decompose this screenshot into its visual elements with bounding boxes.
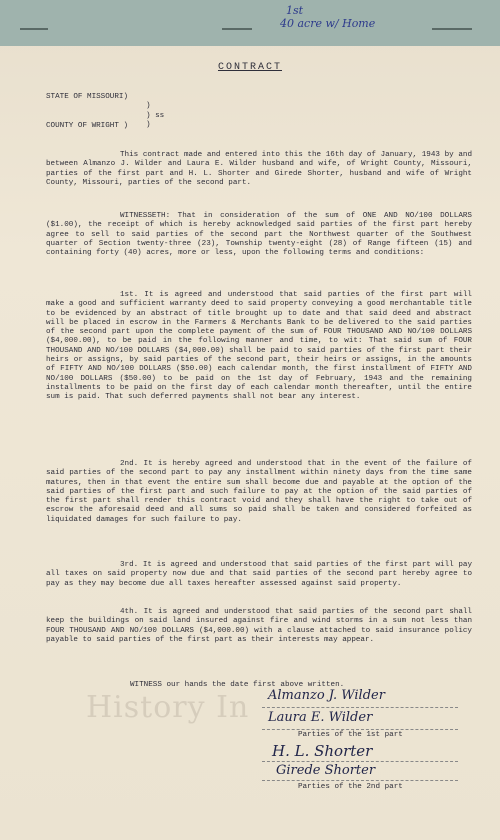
signature-line (262, 729, 458, 730)
paragraph-text: 2nd. It is hereby agreed and understood that in the event of the failure of said parties of the second part to pay any installment within ninety days from the time same matures, then in that event the entire sum shall become due and payable at the option of the said parties of the first part and such failure to pay at the option of the said parties of the first part shall render this contract void and they shall have the right to take out of escrow the aforesaid deed and all sums so paid shall be taken and considered forfeited as liquidated damages for such failure to pay. (46, 460, 472, 524)
paragraph-witnesseth (46, 212, 472, 258)
paragraph-text: 1st. It is agreed and understood that said parties of the first part will make a good and sufficient warranty deed to said property conveying a good merchantable title to be evidenced by an abstract of title brought up to date and that said deed and abstract will be placed in escrow in the Farmers & Merchants Bank to be delivered to the said parties of the second part upon the complete payment of the sum of FOUR THOUSAND AND NO/100 DOLLARS ($4,000.00), to be paid in the following manner and time, to wit: That said sum of FOUR THOUSAND AND NO/100 DOLLARS ($4,000.00) shall be paid to said parties of the first part their heirs or assigns, by said parties of the second part, their heirs or assigns, in the amounts of FIFTY AND NO/100 DOLLARS ($50.00) each calendar month, the first installment of FIFTY AND NO/100 DOLLARS ($50.00) to be paid on the 1st day of February, 1943 and the remaining installments to be paid on the first day of each calendar month thereafter, until the entire sum is paid. That such deferred payments shall not bear any interest. (46, 291, 472, 402)
signature-h-l-shorter: H. L. Shorter (272, 742, 373, 760)
first-parties-label: Parties of the 1st part (298, 731, 403, 739)
caption-ss: ) ss (146, 112, 165, 120)
handwritten-annotation-line1: 1st (286, 4, 304, 17)
top-tape-band (0, 0, 500, 46)
paragraph-text: 3rd. It is agreed and understood that said parties of the first part will pay all taxes on said property now due and that said parties of the second part hereby agree to pay as they may become due all taxes hereafter assessed against said property. (46, 561, 472, 588)
signature-laura: Laura E. Wilder (268, 710, 373, 725)
signature-girede-shorter: Girede Shorter (276, 763, 376, 778)
band-mark (222, 28, 252, 30)
second-parties-label: Parties of the 2nd part (298, 783, 403, 791)
band-mark (432, 28, 472, 30)
paragraph-clause-2 (46, 460, 472, 525)
witness-text: WITNESS our hands the date first above written. (130, 681, 345, 689)
handwritten-annotation-line2: 40 acre w/ Home (280, 17, 376, 30)
watermark: History In (86, 690, 250, 725)
paragraph-clause-4 (46, 608, 472, 645)
paragraph-text: WITNESSETH: That in consideration of the sum of ONE AND NO/100 DOLLARS ($1.00), the receipt of which is hereby acknowledged said parties of the first part hereby agree to sell to said parties of the second part the Northwest quarter of the Southwest quarter of Section twenty-three (23), Township twenty-eight (28) of Range fifteen (15) and containing forty (40) acres, more or less, upon the following terms and conditions: (46, 212, 472, 258)
signature-almanzo: Almanzo J. Wilder (268, 688, 385, 703)
caption-brace: ) (146, 121, 151, 129)
caption-county: COUNTY OF WRIGHT ) (46, 122, 129, 130)
signature-line (262, 707, 458, 708)
caption-state: STATE OF MISSOURI) (46, 93, 129, 101)
caption-brace: ) (146, 102, 151, 110)
signature-line (262, 761, 458, 762)
paragraph-text: This contract made and entered into this the 16th day of January, 1943 by and between Almanzo J. Wilder and Laura E. Wilder husband and wife, of Wright County, Missouri, parties of the first part and H. L. Shorter and Girede Shorter, husband and wife of Wright County, Missouri, parties of the second part. (46, 151, 472, 187)
paragraph-preamble (46, 151, 472, 188)
document-title: CONTRACT (217, 62, 282, 73)
paragraph-clause-1 (46, 291, 472, 403)
paragraph-text: 4th. It is agreed and understood that said parties of the second part shall keep the buildings on said land insured against fire and wind storms in a sum not less than FOUR THOUSAND AND NO/100 DOLLARS ($4,000.00) with a clause attached to said insurance policy payable to said parties of the first part as their interests may appear. (46, 608, 472, 644)
paragraph-clause-3 (46, 561, 472, 589)
witness-line (46, 681, 472, 690)
signature-line (262, 780, 458, 781)
band-mark (20, 28, 48, 30)
